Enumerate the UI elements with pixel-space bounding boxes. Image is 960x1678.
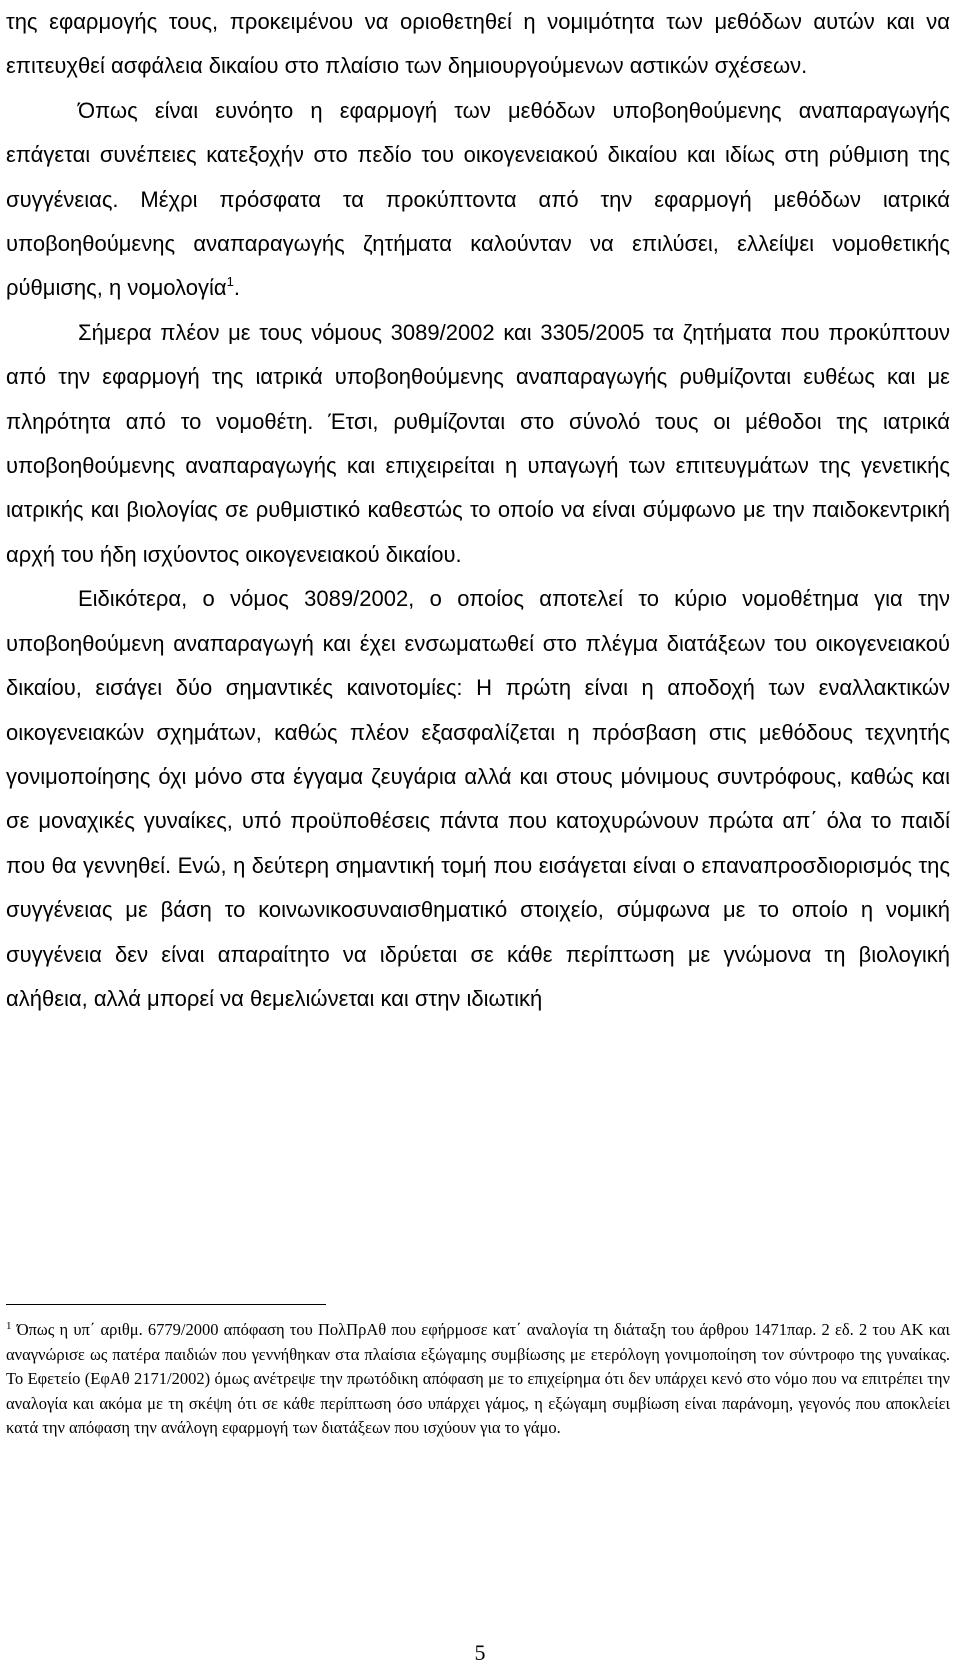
footnote-text: Όπως η υπ΄ αριθμ. 6779/2000 απόφαση του ΠολΠρΑθ που εφήρμοσε κατ΄ αναλογία τη διάταξη του άρθρου 1471παρ. 2 εδ. 2 του ΑΚ και αναγνώρισε ως πατέρα παιδιών που γεννήθηκαν στα πλαίσια εξώγαμης συμβίωσης με ετερόλογη γονιμοποίηση τον σύντροφο της γυναίκας. Το Εφετείο (ΕφΑθ 2171/2002) όμως ανέτρεψε την πρωτόδικη απόφαση με το επιχείρημα ότι δεν υπάρχει κενό στο νόμο που να επιτρέπει την αναλογία και ακόμα με τη σκέψη ότι σε κάθε περίπτωση όσο υπάρχει γάμος, η εξώγαμη συμβίωση είναι παράνομη, γεγονός που αποκλείει κατά την απόφαση την ανάλογη εφαρμογή των διατάξεων που ισχύουν για το γάμο. (6, 1320, 950, 1438)
footnote-separator (6, 1304, 326, 1305)
paragraph-2-text: Όπως είναι ευνόητο η εφαρμογή των μεθόδων υποβοηθούμενης αναπαραγωγής επάγεται συνέπειες κατεξοχήν στο πεδίο του οικογενειακού δικαίου και ιδίως στη ρύθμιση της συγγένειας. Μέχρι πρόσφατα τα προκύπτοντα από την εφαρμογή μεθόδων ιατρικά υποβοηθούμενης αναπαραγωγής ζητήματα καλούνταν να επιλύσει, ελλείψει νομοθετικής ρύθμισης, η νομολογία (6, 97, 950, 301)
paragraph-2 (6, 89, 950, 311)
paragraph-3: Σήμερα πλέον με τους νόμους 3089/2002 και 3305/2005 τα ζητήματα που προκύπτουν από την εφαρμογή της ιατρικά υποβοηθούμενης αναπαραγωγής ρυθμίζονται ευθέως και με πληρότητα από το νομοθέτη. Έτσι, ρυθμίζονται στο σύνολό τους οι μέθοδοι της ιατρικά υποβοηθούμενης αναπαραγωγής και επιχειρείται η υπαγωγή των επιτευγμάτων της γενετικής ιατρικής και βιολογίας σε ρυθμιστικό καθεστώς το οποίο να είναι σύμφωνο με την παιδοκεντρική αρχή του ήδη ισχύοντος οικογενειακού δικαίου. (6, 319, 950, 567)
footnote-number: 1 (6, 1320, 12, 1332)
sentence-end: . (233, 275, 240, 301)
footnote (6, 1318, 950, 1441)
paragraph-4: Ειδικότερα, ο νόμος 3089/2002, ο οποίος αποτελεί το κύριο νομοθέτημα για την υποβοηθούμενη αναπαραγωγή και έχει ενσωματωθεί στο πλέγμα διατάξεων του οικογενειακού δικαίου, εισάγει δύο σημαντικές καινοτομίες: Η πρώτη είναι η αποδοχή των εναλλακτικών οικογενειακών σχημάτων, καθώς πλέον εξασφαλίζεται η πρόσβαση στις μεθόδους τεχνητής γονιμοποίησης όχι μόνο στα έγγαμα ζευγάρια αλλά και στους μόνιμους συντρόφους, καθώς και σε μοναχικές γυναίκες, υπό προϋποθέσεις πάντα που κατοχυρώνουν πρώτα απ΄ όλα το παιδί που θα γεννηθεί. Ενώ, η δεύτερη σημαντική τομή που εισάγεται είναι ο επαναπροσδιορισμός της συγγένειας με βάση το κοινωνικοσυναισθηματικό στοιχείο, σύμφωνα με το οποίο η νομική συγγένεια δεν είναι απαραίτητο να ιδρύεται σε κάθε περίπτωση με γνώμονα τη βιολογική αλήθεια, αλλά μπορεί να θεμελιώνεται και στην ιδιωτική (6, 586, 950, 1011)
page-number: 5 (474, 1640, 486, 1665)
footnote-reference[interactable]: 1 (226, 274, 234, 290)
paragraph-1: της εφαρμογής τους, προκειμένου να οριοθετηθεί η νομιμότητα των μεθόδων αυτών και να επιτευχθεί ασφάλεια δικαίου στο πλαίσιο των δημιουργούμενων αστικών σχέσεων. (6, 9, 950, 79)
body-text (6, 0, 950, 1021)
